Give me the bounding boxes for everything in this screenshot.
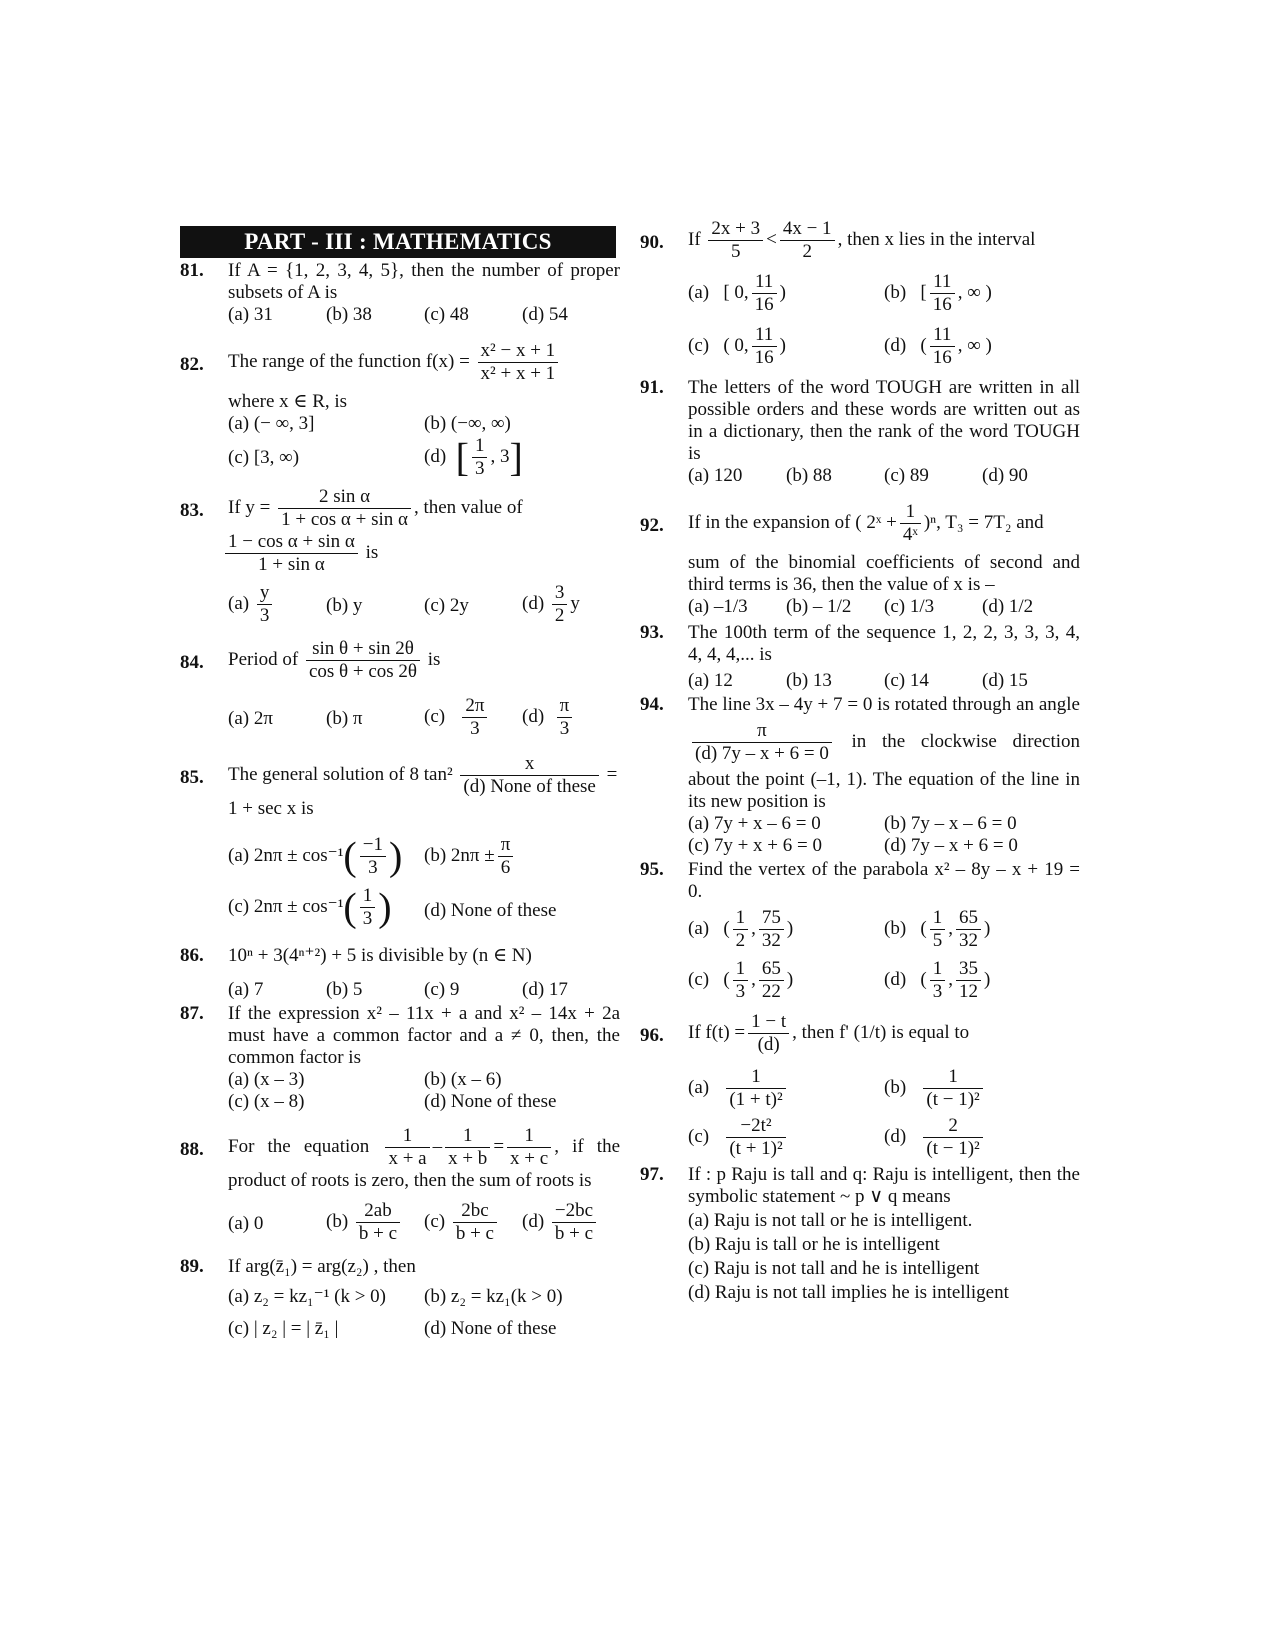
question-92 <box>640 501 1080 618</box>
option-d: (d) 90 <box>982 465 1028 486</box>
question-86 <box>180 945 620 1001</box>
question-number: 88. <box>180 1139 204 1160</box>
options <box>688 271 1080 369</box>
option-b: (b) z₂ = kz₁(k > 0) <box>424 1286 563 1307</box>
question-96 <box>640 1011 1080 1160</box>
question-stem: If in the expansion of ( 2ˣ + $\frac{1}{\text{4ˣ}}$ )ⁿ, T₃ = 7T₂ and <box>688 501 1044 545</box>
option-d: (d) None of these <box>424 1091 557 1112</box>
option-d: (d) 7y – x + 6 = 0 <box>884 835 1018 856</box>
right-column <box>640 218 1081 1304</box>
option-c: (c) $\frac{2\pi}{3}$ <box>424 695 522 743</box>
question-91 <box>640 377 1080 487</box>
option-a: (a) 12 <box>688 670 733 691</box>
option-c: (c) ( $\frac{1}{3}$ , $\frac{65}{22}$ ) <box>688 958 794 1002</box>
question-number: 96. <box>640 1025 664 1046</box>
question-stem: The letters of the word TOUGH are written in all possible orders and these words are written out as in a dictionary, then the rank of the word TOUGH is <box>688 377 1080 464</box>
question-95 <box>640 859 1080 1003</box>
options <box>228 582 620 630</box>
option-b: (b) Raju is tall or he is intelligent <box>688 1234 940 1255</box>
options <box>228 304 620 326</box>
option-a: (a) 2nπ ± cos⁻¹( $\frac{-1}{3}$ ) <box>228 833 403 879</box>
option-d: (d) $\frac{\pi}{3}$ <box>522 695 620 743</box>
option-b: (b) 88 <box>786 465 832 486</box>
option-c: (c) 1/3 <box>884 596 935 617</box>
option-a: (a) [ 0, $\frac{11}{16}$ ) <box>688 271 786 315</box>
option-d: (d) $\frac{3}{2}$ y <box>522 582 580 626</box>
question-stem: If arg(z̄₁) = arg(z₂) , then <box>228 1256 416 1277</box>
option-b: (b) (x – 6) <box>424 1069 502 1090</box>
options <box>688 670 1080 692</box>
option-c: (c) ( 0, $\frac{11}{16}$ ) <box>688 324 786 368</box>
option-c: (c) 9 <box>424 979 460 1000</box>
question-stem: The 100th term of the sequence 1, 2, 2, 3, 3, 3, 4, 4, 4, 4,... is <box>688 622 1080 665</box>
option-b: (b) 13 <box>786 670 832 691</box>
option-b: (b) 7y – x – 6 = 0 <box>884 813 1017 834</box>
question-82 <box>180 340 620 480</box>
question-number: 87. <box>180 1003 204 1024</box>
option-c: (c) 2nπ ± cos⁻¹( $\frac{1}{3}$ ) <box>228 884 392 930</box>
question-88 <box>180 1125 620 1248</box>
question-81 <box>180 260 620 326</box>
question-stem: 10ⁿ + 3(4ⁿ⁺²) + 5 is divisible by (n ∈ N) <box>228 945 532 966</box>
option-d: (d) 54 <box>522 304 568 325</box>
question-stem: If the expression x² – 11x + a and x² – 14x + 2a must have a common factor and a ≠ 0, then, the common factor is <box>228 1003 620 1068</box>
option-c: (c) $\frac{\text{−2t²}}{\text{(t + 1)²}}$ <box>688 1115 884 1160</box>
option-d: (d) 15 <box>982 670 1028 691</box>
question-90 <box>640 218 1080 369</box>
question-89 <box>180 1256 620 1340</box>
option-c: (c) 2y <box>424 595 469 616</box>
option-a: (a) Raju is not tall or he is intelligent. <box>688 1210 973 1231</box>
option-a: (a) 120 <box>688 465 743 486</box>
option-c: (c) $\frac{2bc}{b + c}$ <box>424 1200 522 1248</box>
options <box>688 907 1080 1003</box>
option-c: (c) Raju is not tall and he is intelligent <box>688 1258 980 1279</box>
question-number: 89. <box>180 1256 204 1277</box>
option-d: (d) None of these <box>424 900 557 921</box>
option-d: (d) $\frac{-2bc}{b + c}$ <box>522 1200 620 1248</box>
option-b: (b) – 1/2 <box>786 596 852 617</box>
question-stem: For the equation $\frac{1}{x + a}$ – $\frac{1}{x + b}$ = $\frac{1}{x + c}$ , if the product of roots is zero, then the sum of roots is <box>228 1125 621 1191</box>
question-stem: The line 3x – 4y + 7 = 0 is rotated through an angle $\frac{\pi}{(d) 7y - x + 6 = 0}$ in the clockwise direction about the point (–1, 1). The equation of the line in its new position is <box>688 694 1081 812</box>
option-a: (a) 7 <box>228 979 264 1000</box>
option-d: (d) None of these <box>424 1318 557 1339</box>
question-87 <box>180 1003 620 1113</box>
question-stem: If A = {1, 2, 3, 4, 5}, then the number of proper subsets of A is <box>228 260 620 303</box>
option-b: (b) $\frac{1}{\text{(t − 1)²}}$ <box>884 1066 1080 1111</box>
question-number: 97. <box>640 1164 664 1185</box>
question-number: 84. <box>180 652 204 673</box>
question-93 <box>640 622 1080 692</box>
option-d: (d) 1/2 <box>982 596 1034 617</box>
option-b: (b) $\frac{2ab}{b + c}$ <box>326 1200 424 1248</box>
question-number: 83. <box>180 500 204 521</box>
options <box>228 979 620 1001</box>
question-number: 94. <box>640 694 664 715</box>
question-97 <box>640 1164 1080 1304</box>
question-94 <box>640 694 1080 857</box>
options <box>688 1066 1080 1160</box>
option-d: (d) 17 <box>522 979 568 1000</box>
question-85 <box>180 753 620 937</box>
question-stem: If f(t) = $\frac{1 - t}{(d)}$ , then f' (1/t) is equal to <box>688 1011 970 1055</box>
option-d: (d) ( $\frac{11}{16}$ , ∞ ) <box>884 324 992 368</box>
stem-text: sum of the binomial coefficients of second and third terms is 36, then the value of x is – <box>688 552 1080 595</box>
question-stem: Period of $\frac{\text{sin θ + sin 2θ}}{\text{cos θ + cos 2θ}}$ is <box>228 638 441 682</box>
option-b: (b) 2nπ ± $\frac{\pi}{6}$ <box>424 834 620 879</box>
option-d: (d) [ $\frac{1}{3}$ , 3] <box>424 434 523 480</box>
question-number: 92. <box>640 515 664 536</box>
stem-text: where x ∈ R, is <box>228 391 348 412</box>
options <box>228 834 620 937</box>
option-c: (c) (x – 8) <box>228 1091 305 1112</box>
option-b: (b) [ $\frac{11}{16}$ , ∞ ) <box>884 271 992 315</box>
option-c: (c) 14 <box>884 670 929 691</box>
options <box>688 465 1080 487</box>
option-a: (a) z₂ = kz₁⁻¹ (k > 0) <box>228 1286 387 1307</box>
question-number: 82. <box>180 354 204 375</box>
option-d: (d) Raju is not tall implies he is intelligent <box>688 1282 1009 1303</box>
option-c: (c) 89 <box>884 465 929 486</box>
options <box>688 596 1080 618</box>
option-a: (a) (x – 3) <box>228 1069 305 1090</box>
option-c: (c) [3, ∞) <box>228 447 300 468</box>
option-a: (a) –1/3 <box>688 596 748 617</box>
option-b: (b) y <box>326 595 363 616</box>
option-a: (a) 31 <box>228 304 273 325</box>
question-stem: If : p Raju is tall and q: Raju is intelligent, then the symbolic statement ~ p ∨ q means <box>688 1164 1080 1207</box>
question-stem: The general solution of 8 tan² $\frac{x}{\text{(d) None of these}}$ = 1 + sec x is <box>228 753 618 819</box>
question-83: 83. If y = $\frac{\text{2 sin α}}{\text{1 + cos α + sin α}}$ , then value of $\frac{\text{1 − cos α + sin α}}{\text{1 + sin α}}$ is (a) $\frac{y}{3}$ (b) y (c) 2y (d) $\frac{3}{2}$ y <box>180 486 620 630</box>
options <box>688 813 1080 857</box>
options <box>228 1286 620 1340</box>
question-number: 86. <box>180 945 204 966</box>
left-column <box>180 226 620 1340</box>
section-header: PART - III : MATHEMATICS <box>180 226 616 258</box>
options <box>228 1069 620 1113</box>
options <box>228 1200 620 1248</box>
option-a: (a) ( $\frac{1}{2}$ , $\frac{75}{32}$ ) <box>688 907 794 951</box>
option-c: (c) 7y + x + 6 = 0 <box>688 835 822 856</box>
option-b: (b) 38 <box>326 304 372 325</box>
option-b: (b) 5 <box>326 979 363 1000</box>
option-a: (a) $\frac{1}{\text{(1 + t)²}}$ <box>688 1066 884 1111</box>
question-stem: If y = $\frac{\text{2 sin α}}{\text{1 + cos α + sin α}}$ , then value of <box>228 486 523 530</box>
option-c: (c) 48 <box>424 304 469 325</box>
option-a: (a) 0 <box>228 1213 264 1234</box>
question-number: 91. <box>640 377 664 398</box>
question-84 <box>180 638 620 743</box>
fraction: $\frac{\text{x² − x + 1}}{\text{x² + x + 1}}$ <box>478 340 559 385</box>
question-stem <box>228 340 620 385</box>
option-a: (a) 7y + x – 6 = 0 <box>688 813 821 834</box>
option-d: (d) $\frac{2}{\text{(t − 1)²}}$ <box>884 1115 1080 1160</box>
question-number: 81. <box>180 260 204 281</box>
option-d: (d) ( $\frac{1}{3}$ , $\frac{35}{12}$ ) <box>884 958 991 1002</box>
question-stem: Find the vertex of the parabola x² – 8y – x + 19 = 0. <box>688 859 1080 902</box>
options <box>228 413 620 480</box>
option-b: (b) (−∞, ∞) <box>424 413 511 434</box>
option-a: (a) $\frac{y}{3}$ <box>228 582 326 630</box>
option-b: (b) π <box>326 708 363 729</box>
question-number: 93. <box>640 622 664 643</box>
question-number: 95. <box>640 859 664 880</box>
options <box>688 1210 1080 1304</box>
question-number: 90. <box>640 232 664 253</box>
option-a: (a) (− ∞, 3] <box>228 413 315 434</box>
option-a: (a) 2π <box>228 708 273 729</box>
stem-text: The range of the function f(x) = <box>228 350 470 372</box>
options <box>228 695 620 743</box>
option-b: (b) ( $\frac{1}{5}$ , $\frac{65}{32}$ ) <box>884 907 991 951</box>
question-number: 85. <box>180 767 204 788</box>
option-c: (c) | z₂ | = | z̄₁ | <box>228 1318 339 1339</box>
question-stem: If $\frac{2x + 3}{5}$ < $\frac{4x - 1}{2}$ , then x lies in the interval <box>688 218 1036 262</box>
